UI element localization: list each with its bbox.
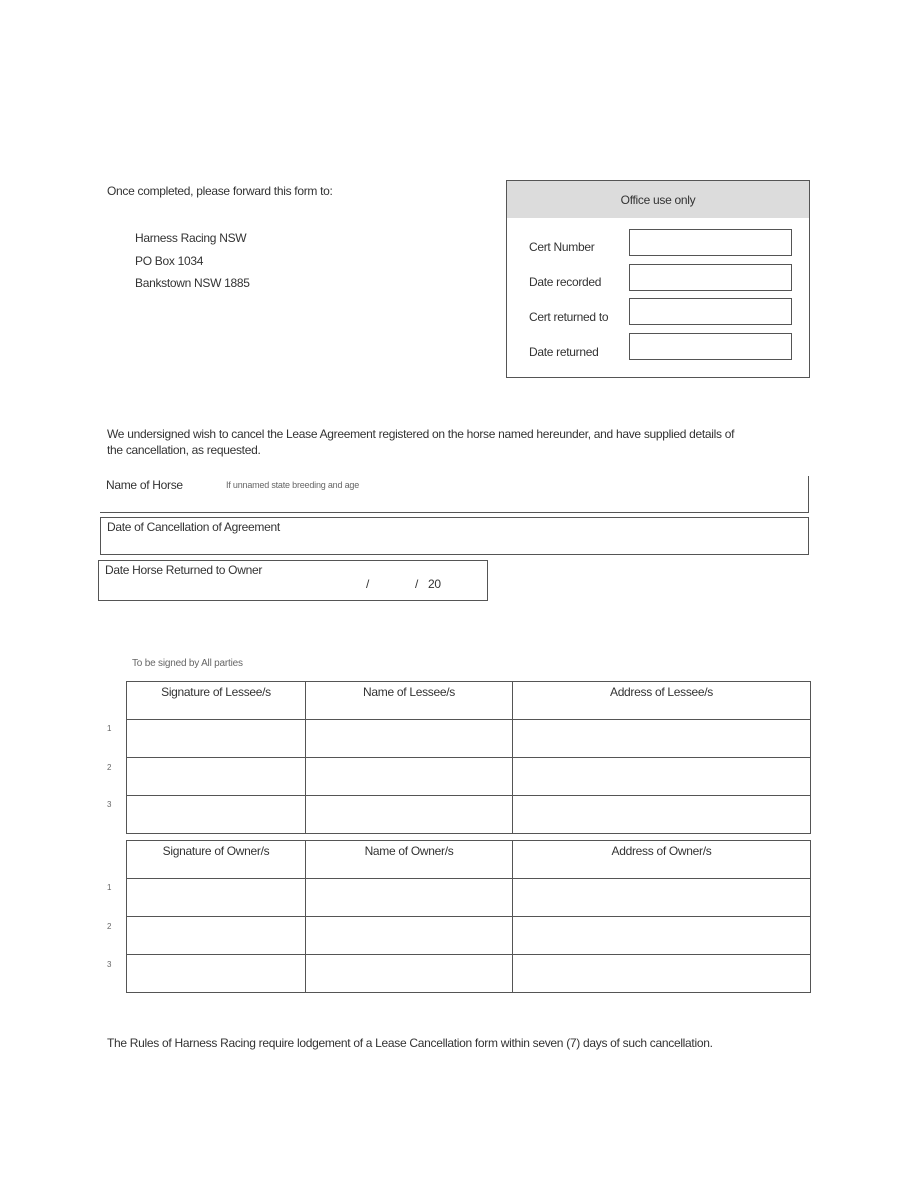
- date-returned-owner-field[interactable]: [98, 560, 488, 601]
- owner-signature-cell[interactable]: [127, 955, 306, 993]
- date-returned-input[interactable]: [629, 333, 792, 360]
- date-recorded-label: Date recorded: [529, 275, 602, 289]
- owner-address-header: Address of Owner/s: [513, 841, 811, 879]
- lessee-address-cell[interactable]: [513, 796, 811, 834]
- lessee-address-cell[interactable]: [513, 758, 811, 796]
- owner-signature-header: Signature of Owner/s: [127, 841, 306, 879]
- cancellation-date-field[interactable]: [100, 517, 809, 555]
- lessee-row-number: 2: [107, 763, 112, 772]
- lessees-table: [126, 681, 811, 834]
- date-returned-owner-label: Date Horse Returned to Owner: [105, 563, 263, 577]
- lessee-row-number: 3: [107, 800, 112, 809]
- owner-signature-cell[interactable]: [127, 917, 306, 955]
- forward-instruction: Once completed, please forward this form to:: [107, 184, 333, 198]
- owner-row-number: 2: [107, 922, 112, 931]
- owner-signature-cell[interactable]: [127, 879, 306, 917]
- signatures-caption: To be signed by All parties: [132, 658, 243, 669]
- lessee-name-cell[interactable]: [306, 720, 513, 758]
- owner-address-cell[interactable]: [513, 917, 811, 955]
- lessee-name-cell[interactable]: [306, 758, 513, 796]
- lessee-name-cell[interactable]: [306, 796, 513, 834]
- owner-row-number: 1: [107, 883, 112, 892]
- lessee-signature-header: Signature of Lessee/s: [127, 682, 306, 720]
- owner-row-number: 3: [107, 960, 112, 969]
- owner-name-cell[interactable]: [306, 879, 513, 917]
- address-line-2: PO Box 1034: [135, 254, 204, 268]
- address-line-1: Harness Racing NSW: [135, 231, 247, 245]
- lessee-address-cell[interactable]: [513, 720, 811, 758]
- owner-name-header: Name of Owner/s: [306, 841, 513, 879]
- lessee-signature-cell[interactable]: [127, 758, 306, 796]
- owner-name-cell[interactable]: [306, 955, 513, 993]
- lessee-signature-cell[interactable]: [127, 796, 306, 834]
- intro-line-1: We undersigned wish to cancel the Lease Agreement registered on the horse named hereunder, and have supplied details of: [107, 427, 735, 441]
- lessee-address-header: Address of Lessee/s: [513, 682, 811, 720]
- date-year-prefix: 20: [428, 577, 441, 591]
- rules-notice: The Rules of Harness Racing require lodgement of a Lease Cancellation form within seven (7) days of such cancellation.: [107, 1036, 713, 1050]
- date-separator-2: /: [415, 577, 419, 591]
- date-separator-1: /: [366, 577, 370, 591]
- cert-number-label: Cert Number: [529, 240, 595, 254]
- office-use-box: [506, 180, 810, 378]
- horse-name-hint: If unnamed state breeding and age: [226, 480, 360, 490]
- horse-name-label: Name of Horse: [106, 478, 183, 492]
- table-row: [127, 720, 811, 758]
- cert-returned-to-label: Cert returned to: [529, 310, 609, 324]
- table-row: [127, 758, 811, 796]
- cert-number-input[interactable]: [629, 229, 792, 256]
- table-row: [127, 796, 811, 834]
- table-row: [127, 879, 811, 917]
- intro-line-2: the cancellation, as requested.: [107, 443, 261, 457]
- horse-name-field[interactable]: [100, 476, 809, 513]
- owners-table: [126, 840, 811, 993]
- lessee-row-number: 1: [107, 724, 112, 733]
- date-returned-label: Date returned: [529, 345, 599, 359]
- cert-returned-to-input[interactable]: [629, 298, 792, 325]
- address-line-3: Bankstown NSW 1885: [135, 276, 250, 290]
- owner-address-cell[interactable]: [513, 879, 811, 917]
- date-recorded-input[interactable]: [629, 264, 792, 291]
- lessee-name-header: Name of Lessee/s: [306, 682, 513, 720]
- owner-name-cell[interactable]: [306, 917, 513, 955]
- table-row: [127, 917, 811, 955]
- lessee-signature-cell[interactable]: [127, 720, 306, 758]
- owner-address-cell[interactable]: [513, 955, 811, 993]
- cancellation-date-label: Date of Cancellation of Agreement: [107, 520, 280, 534]
- office-use-title: Office use only: [507, 181, 809, 218]
- table-row: [127, 955, 811, 993]
